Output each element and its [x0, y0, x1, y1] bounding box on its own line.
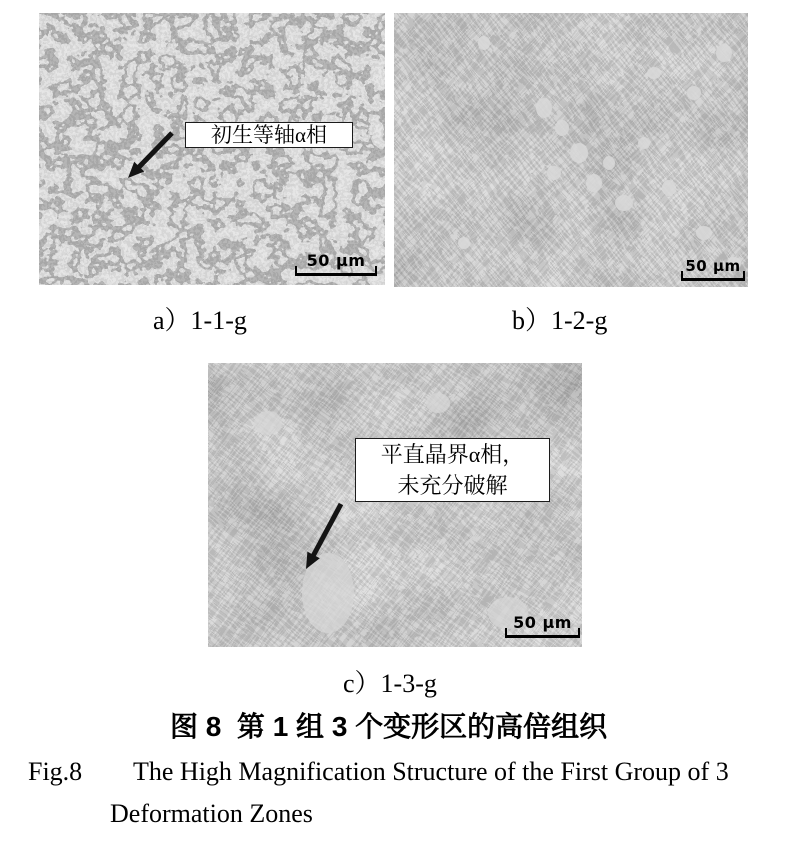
panel-label-b: b）1-2-g — [512, 306, 608, 335]
scale-bar-b — [681, 257, 745, 281]
annotation-label-c — [355, 438, 550, 502]
scale-bar-line-c — [505, 635, 580, 638]
scale-bar-line-b — [681, 278, 745, 281]
annotation-label-a — [185, 122, 353, 148]
scale-bar-text-c: 50 μm — [513, 613, 572, 632]
micrograph-panel-b — [394, 13, 748, 287]
figure-caption-en-line1: The High Magnification Structure of the First Group of 3 — [133, 757, 729, 786]
micrograph-panel-c — [208, 363, 582, 647]
figure-caption-en-label: Fig.8 — [28, 757, 83, 786]
scale-bar-line-a — [295, 273, 377, 276]
scale-bar-text-b: 50 μm — [685, 257, 741, 275]
figure-caption-en-line2: Deformation Zones — [110, 799, 313, 828]
annotation-text-a: 初生等轴α相 — [210, 123, 327, 147]
annotation-text-c-line1: 平直晶界α相， — [380, 442, 525, 467]
micrograph-panel-a — [39, 13, 385, 285]
micrograph-image-c — [208, 363, 582, 647]
panel-label-c: c）1-3-g — [343, 669, 437, 698]
scale-bar-text-a: 50 μm — [306, 251, 366, 270]
figure-caption-zh: 图 8 第 1 组 3 个变形区的高倍组织 — [170, 711, 608, 742]
micrograph-image-b — [394, 13, 748, 287]
annotation-text-c-line2: 未充分破解 — [397, 473, 508, 498]
scale-bar-a — [295, 252, 377, 276]
panel-label-a: a）1-1-g — [153, 306, 247, 335]
scale-bar-c — [505, 614, 580, 638]
micrograph-image-a — [39, 13, 385, 285]
